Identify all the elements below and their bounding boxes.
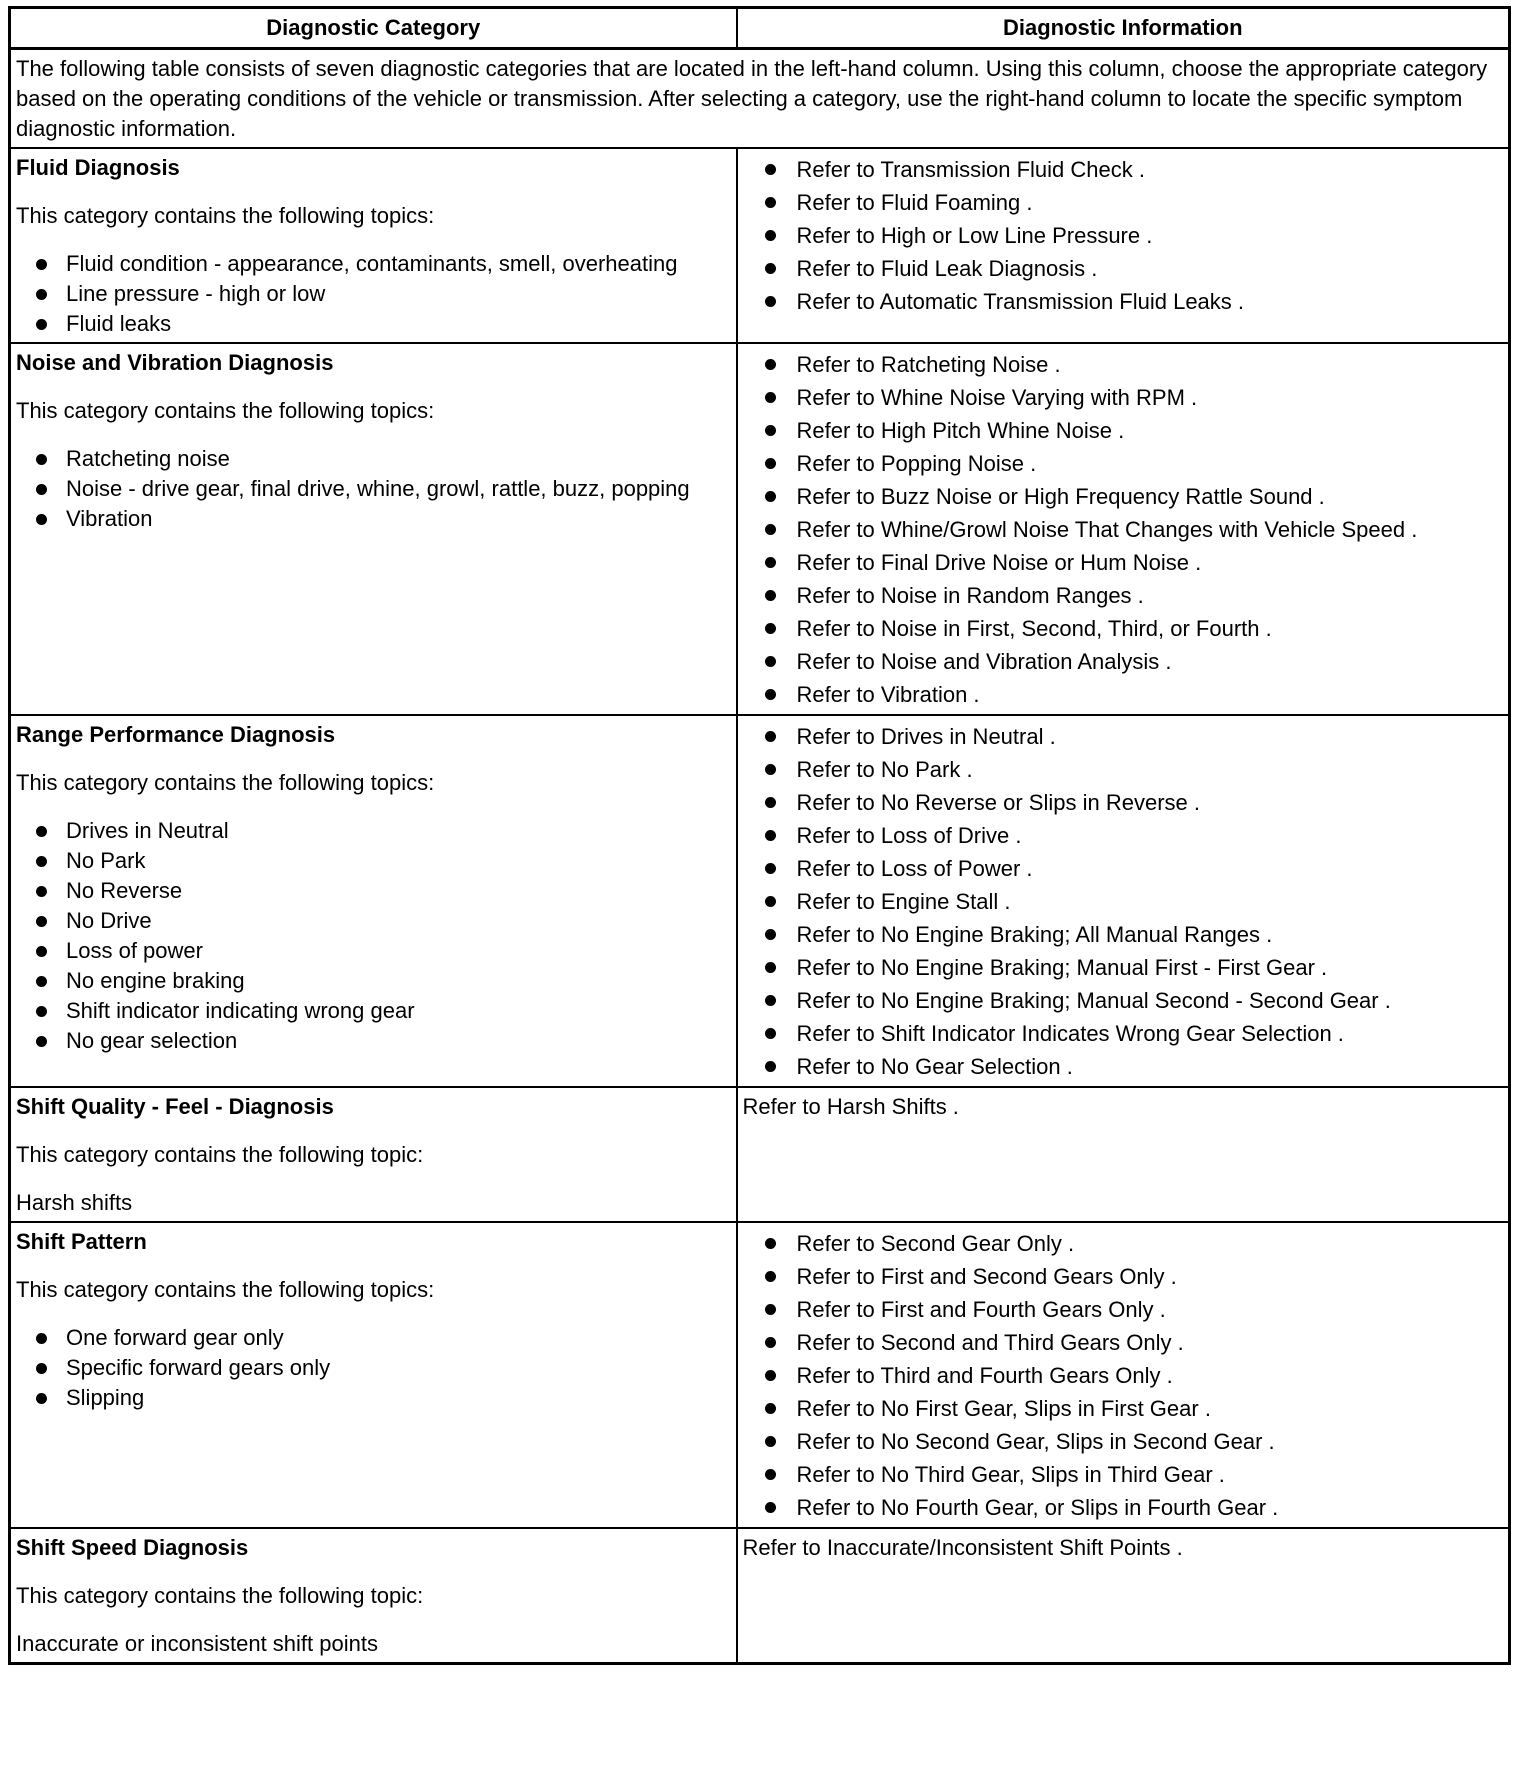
- info-cell: [737, 1222, 1510, 1528]
- diagnostic-table-wrapper: [8, 6, 1511, 1665]
- header-diagnostic-category: Diagnostic Category: [10, 8, 737, 49]
- topic-item: No engine braking: [16, 966, 731, 996]
- reference-list: [743, 720, 1504, 1083]
- category-cell: [10, 715, 737, 1087]
- category-title: Shift Pattern: [16, 1229, 147, 1254]
- topic-item: Drives in Neutral: [16, 816, 731, 846]
- table-row: [10, 343, 1510, 715]
- category-cell: [10, 1528, 737, 1664]
- category-topic: Harsh shifts: [16, 1190, 133, 1215]
- reference-list: [743, 153, 1504, 318]
- table-row: [10, 1087, 1510, 1222]
- topic-item: Ratcheting noise: [16, 444, 731, 474]
- category-title: Noise and Vibration Diagnosis: [16, 350, 334, 375]
- reference-item[interactable]: Refer to First and Fourth Gears Only .: [743, 1293, 1504, 1326]
- reference-item[interactable]: Refer to Final Drive Noise or Hum Noise .: [743, 546, 1504, 579]
- reference-item[interactable]: Refer to High or Low Line Pressure .: [743, 219, 1504, 252]
- table-row: [10, 1222, 1510, 1528]
- reference-item[interactable]: Refer to Third and Fourth Gears Only .: [743, 1359, 1504, 1392]
- category-subtitle: This category contains the following topic:: [16, 1142, 424, 1167]
- intro-row: [10, 49, 1510, 149]
- reference-item[interactable]: Refer to Loss of Drive .: [743, 819, 1504, 852]
- reference-list: [743, 348, 1504, 711]
- table-row: [10, 715, 1510, 1087]
- topic-list: [16, 816, 731, 1056]
- reference-item[interactable]: Refer to Noise in First, Second, Third, or Fourth .: [743, 612, 1504, 645]
- reference-link[interactable]: Refer to Inaccurate/Inconsistent Shift Points .: [742, 1535, 1183, 1560]
- table-row: [10, 1528, 1510, 1664]
- topic-item: Noise - drive gear, final drive, whine, growl, rattle, buzz, popping: [16, 474, 731, 504]
- reference-item[interactable]: Refer to No First Gear, Slips in First Gear .: [743, 1392, 1504, 1425]
- reference-item[interactable]: Refer to Whine/Growl Noise That Changes with Vehicle Speed .: [743, 513, 1504, 546]
- topic-item: Loss of power: [16, 936, 731, 966]
- category-topic: Inaccurate or inconsistent shift points: [16, 1631, 378, 1656]
- reference-item[interactable]: Refer to Second and Third Gears Only .: [743, 1326, 1504, 1359]
- topic-item: No Park: [16, 846, 731, 876]
- intro-text: The following table consists of seven diagnostic categories that are located in the left-hand column. Using this column, choose the appropriate category based on the operating conditions of the vehicle or transmission. After selecting a category, use the right-hand column to locate the specific symptom diagnostic information.: [10, 49, 1510, 149]
- reference-item[interactable]: Refer to Noise in Random Ranges .: [743, 579, 1504, 612]
- category-subtitle: This category contains the following topics:: [16, 203, 435, 228]
- topic-item: Slipping: [16, 1383, 731, 1413]
- topic-item: Shift indicator indicating wrong gear: [16, 996, 731, 1026]
- category-subtitle: This category contains the following topics:: [16, 398, 435, 423]
- reference-item[interactable]: Refer to Vibration .: [743, 678, 1504, 711]
- info-cell: [737, 1087, 1510, 1222]
- category-title: Fluid Diagnosis: [16, 155, 180, 180]
- category-title: Shift Quality - Feel - Diagnosis: [16, 1094, 334, 1119]
- reference-item[interactable]: Refer to Fluid Foaming .: [743, 186, 1504, 219]
- topic-item: Fluid condition - appearance, contaminants, smell, overheating: [16, 249, 731, 279]
- category-title: Shift Speed Diagnosis: [16, 1535, 249, 1560]
- header-diagnostic-information: Diagnostic Information: [737, 8, 1510, 49]
- reference-item[interactable]: Refer to First and Second Gears Only .: [743, 1260, 1504, 1293]
- reference-item[interactable]: Refer to Whine Noise Varying with RPM .: [743, 381, 1504, 414]
- category-subtitle: This category contains the following topics:: [16, 1277, 435, 1302]
- reference-item[interactable]: Refer to No Engine Braking; Manual Second - Second Gear .: [743, 984, 1504, 1017]
- reference-item[interactable]: Refer to Second Gear Only .: [743, 1227, 1504, 1260]
- reference-item[interactable]: Refer to Engine Stall .: [743, 885, 1504, 918]
- reference-item[interactable]: Refer to No Gear Selection .: [743, 1050, 1504, 1083]
- reference-item[interactable]: Refer to Buzz Noise or High Frequency Rattle Sound .: [743, 480, 1504, 513]
- topic-item: Specific forward gears only: [16, 1353, 731, 1383]
- reference-item[interactable]: Refer to No Engine Braking; Manual First - First Gear .: [743, 951, 1504, 984]
- reference-item[interactable]: Refer to Transmission Fluid Check .: [743, 153, 1504, 186]
- reference-item[interactable]: Refer to Loss of Power .: [743, 852, 1504, 885]
- category-cell: [10, 343, 737, 715]
- topic-list: [16, 444, 731, 534]
- info-cell: [737, 343, 1510, 715]
- reference-item[interactable]: Refer to Noise and Vibration Analysis .: [743, 645, 1504, 678]
- reference-item[interactable]: Refer to Ratcheting Noise .: [743, 348, 1504, 381]
- category-cell: [10, 148, 737, 343]
- reference-item[interactable]: Refer to Automatic Transmission Fluid Leaks .: [743, 285, 1504, 318]
- topic-item: Line pressure - high or low: [16, 279, 731, 309]
- info-cell: [737, 1528, 1510, 1664]
- diagnostic-table: [8, 6, 1511, 1665]
- topic-list: [16, 1323, 731, 1413]
- topic-item: No gear selection: [16, 1026, 731, 1056]
- reference-item[interactable]: Refer to No Reverse or Slips in Reverse .: [743, 786, 1504, 819]
- table-header-row: [10, 8, 1510, 49]
- reference-item[interactable]: Refer to Shift Indicator Indicates Wrong Gear Selection .: [743, 1017, 1504, 1050]
- info-cell: [737, 148, 1510, 343]
- reference-item[interactable]: Refer to Popping Noise .: [743, 447, 1504, 480]
- reference-item[interactable]: Refer to No Fourth Gear, or Slips in Fourth Gear .: [743, 1491, 1504, 1524]
- reference-item[interactable]: Refer to No Second Gear, Slips in Second Gear .: [743, 1425, 1504, 1458]
- reference-link[interactable]: Refer to Harsh Shifts .: [742, 1094, 959, 1119]
- topic-list: [16, 249, 731, 339]
- table-row: [10, 148, 1510, 343]
- category-cell: [10, 1087, 737, 1222]
- reference-list: [743, 1227, 1504, 1524]
- reference-item[interactable]: Refer to Drives in Neutral .: [743, 720, 1504, 753]
- category-cell: [10, 1222, 737, 1528]
- reference-item[interactable]: Refer to No Park .: [743, 753, 1504, 786]
- info-cell: [737, 715, 1510, 1087]
- category-title: Range Performance Diagnosis: [16, 722, 336, 747]
- topic-item: Fluid leaks: [16, 309, 731, 339]
- category-subtitle: This category contains the following topic:: [16, 1583, 424, 1608]
- topic-item: One forward gear only: [16, 1323, 731, 1353]
- reference-item[interactable]: Refer to Fluid Leak Diagnosis .: [743, 252, 1504, 285]
- category-subtitle: This category contains the following topics:: [16, 770, 435, 795]
- topic-item: No Reverse: [16, 876, 731, 906]
- topic-item: No Drive: [16, 906, 731, 936]
- topic-item: Vibration: [16, 504, 731, 534]
- reference-item[interactable]: Refer to No Third Gear, Slips in Third Gear .: [743, 1458, 1504, 1491]
- reference-item[interactable]: Refer to High Pitch Whine Noise .: [743, 414, 1504, 447]
- reference-item[interactable]: Refer to No Engine Braking; All Manual Ranges .: [743, 918, 1504, 951]
